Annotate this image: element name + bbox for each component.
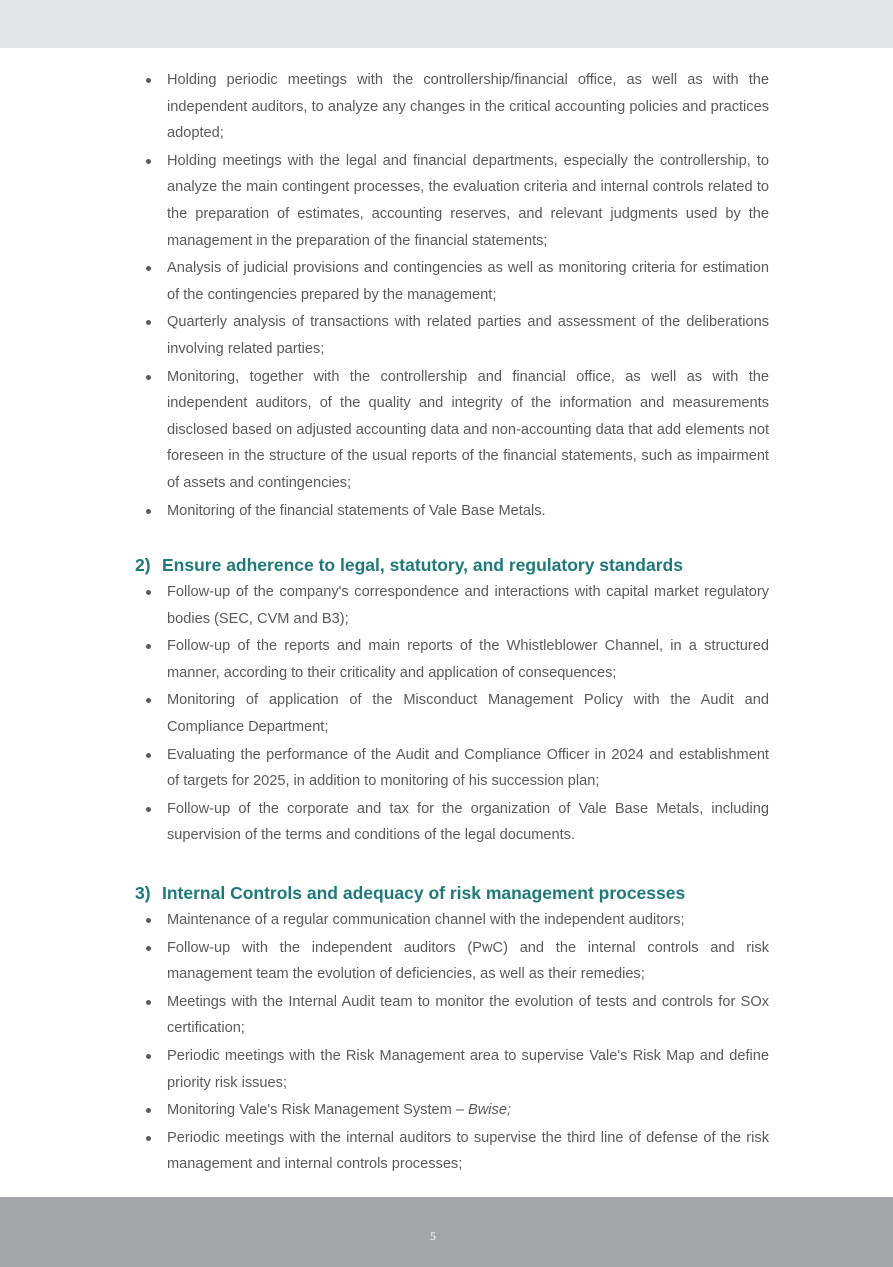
section2-number: 2) <box>135 555 151 576</box>
list-item: Follow-up of the reports and main reports of the Whistleblower Channel, in a structured manner, according to their criticality and application of consequences; <box>167 633 769 686</box>
list-item: Evaluating the performance of the Audit and Compliance Officer in 2024 and establishment of targets for 2025, in addition to monitoring of his succession plan; <box>167 742 769 795</box>
list-item: Follow-up with the independent auditors (PwC) and the internal controls and risk management team the evolution of deficiencies, as well as their remedies; <box>167 935 769 988</box>
bwise-term: Bwise; <box>468 1102 511 1119</box>
list-item: Maintenance of a regular communication channel with the independent auditors; <box>167 907 769 934</box>
list-item: Follow-up of the company's correspondence and interactions with capital market regulatory bodies (SEC, CVM and B3); <box>167 579 769 632</box>
list-item: Monitoring of the financial statements of Vale Base Metals. <box>167 498 769 525</box>
page-number: 5 <box>430 1229 436 1243</box>
section1-list <box>0 67 769 524</box>
list-item-text: Monitoring Vale's Risk Management System – <box>167 1102 464 1119</box>
section2-heading <box>0 551 893 579</box>
page-header-bar <box>0 0 893 48</box>
page-content <box>0 67 893 1179</box>
section3-list <box>0 907 769 1178</box>
section3-heading <box>0 879 893 907</box>
list-item: Monitoring of application of the Misconduct Management Policy with the Audit and Compliance Department; <box>167 687 769 740</box>
list-item: Periodic meetings with the Risk Management area to supervise Vale's Risk Map and define priority risk issues; <box>167 1043 769 1096</box>
list-item: Meetings with the Internal Audit team to monitor the evolution of tests and controls for SOx certification; <box>167 989 769 1042</box>
section3-title: Internal Controls and adequacy of risk management processes <box>162 883 686 904</box>
section3-number: 3) <box>135 883 151 904</box>
section2-title: Ensure adherence to legal, statutory, and regulatory standards <box>162 555 683 576</box>
list-item: Holding meetings with the legal and financial departments, especially the controllership, to analyze the main contingent processes, the evaluation criteria and internal controls related to the preparation of estimates, accounting reserves, and relevant judgments used by the management in the preparation of the financial statements; <box>167 148 769 254</box>
list-item: Quarterly analysis of transactions with related parties and assessment of the deliberations involving related parties; <box>167 309 769 362</box>
list-item: Monitoring, together with the controllership and financial office, as well as with the independent auditors, of the quality and integrity of the information and measurements disclosed based on adjusted accounting data and non-accounting data that add elements not foreseen in the structure of the usual reports of the financial statements, such as impairment of assets and contingencies; <box>167 364 769 497</box>
list-item: Analysis of judicial provisions and contingencies as well as monitoring criteria for estimation of the contingencies prepared by the management; <box>167 255 769 308</box>
list-item: Periodic meetings with the internal auditors to supervise the third line of defense of the risk management and internal controls processes; <box>167 1125 769 1178</box>
list-item: Holding periodic meetings with the controllership/financial office, as well as with the independent auditors, to analyze any changes in the critical accounting policies and practices adopted; <box>167 67 769 147</box>
section2-list <box>0 579 769 849</box>
list-item <box>167 1097 769 1124</box>
list-item: Follow-up of the corporate and tax for the organization of Vale Base Metals, including supervision of the terms and conditions of the legal documents. <box>167 796 769 849</box>
